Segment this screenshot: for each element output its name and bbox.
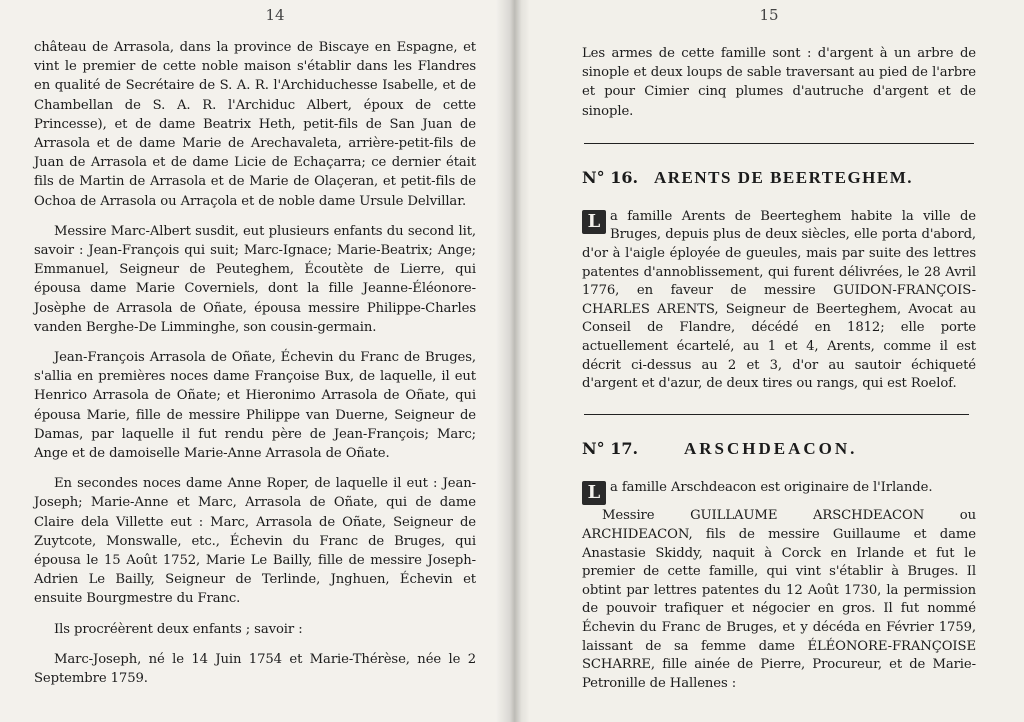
arms-description: Les armes de cette famille sont : d'argent à un arbre de sinople et deux loups de sable traversant au pied de l'arbre et pour Cimier cinq plumes d'autruche d'argent et de sinople. — [582, 46, 976, 119]
paragraph: Messire GUILLAUME ARSCHDEACON ou ARCHIDEACON, fils de messire Guillaume et dame Anastasie Skiddy, naquit à Corck en Irlande et fut le premier de cette famille, qui vint s'établir à Bruges. Il obtint par lettres patentes du 12 Août 1730, la permission de pouvoir trafiquer et négocier en gros. Il fut nommé Échevin du Franc de Bruges, et y décéda en Février 1759, laissant de sa femme dame ÉLÉONORE-FRANÇOISE SCHARRE, fille ainée de Pierre, Procureur, et de Marie-Petronille de Hallenes : — [582, 508, 976, 691]
ornamental-initial: L — [582, 481, 606, 505]
paragraph: Ils procréèrent deux enfants ; savoir : — [54, 621, 303, 637]
paragraph: Marc-Joseph, né le 14 Juin 1754 et Marie-Thérèse, née le 2 Septembre 1759. — [34, 651, 476, 687]
paragraph: En secondes noces dame Anne Roper, de laquelle il eut : Jean-Joseph; Marie-Anne et Marc, Arrasola de Oñate, qui de dame Claire dela Villette eut : Marc, Arrasola de Oñate, Seigneur de Zuytcote, Monswalle, etc., Échevin du Franc de Bruges, qui épousa le 15 Août 1752, Marie Le Bailly, fille de messire Joseph-Adrien Le Bailly, Seigneur de Terlinde, Jnghuen, Échevin et ensuite Bourgmestre du Franc. — [34, 476, 476, 607]
paragraph: Jean-François Arrasola de Oñate, Échevin du Franc de Bruges, s'allia en premières noces dame Françoise Bux, de laquelle, il eut Henrico Arrasola de Oñate; et Hieronimo Arrasola de Oñate, qui épousa Marie, fille de messire Philippe van Duerne, Seigneur de Damas, par laquelle il fut rendu père de Jean-François; Marc; Ange et de damoiselle Marie-Anne Arrasola de Oñate. — [34, 350, 476, 462]
page-number-right: 15 — [759, 6, 779, 24]
entry-family-name: ARSCHDEACON. — [684, 438, 858, 458]
section-divider — [584, 143, 974, 144]
paragraph: a famille Arschdeacon est originaire de l'Irlande. — [610, 479, 933, 495]
page-number-left: 14 — [265, 6, 285, 24]
entry-heading — [582, 439, 976, 459]
entry-number: N° 17. — [582, 438, 639, 458]
section-divider — [584, 414, 969, 415]
paragraph: a famille Arents de Beerteghem habite la ville de Bruges, depuis plus de deux siècles, elle porta d'abord, d'or à l'aigle éployée de gueules, mais par suite des lettres patentes d'annoblissement, qui furent délivrées, le 28 Avril 1776, en faveur de messire GUIDON-FRANÇOIS-CHARLES ARENTS, Seigneur de Beerteghem, Avocat au Conseil de Flandre, décédé en 1812; elle porte actuellement écartelé, au 1 et 4, Arents, comme il est décrit ci-dessus au 2 et 3, d'or au sautoir échiqueté d'argent et d'azur, de deux tires ou rangs, qui est Roelof. — [582, 208, 976, 392]
entry-family-name: ARENTS DE BEERTEGHEM. — [654, 167, 914, 187]
entry-body — [582, 208, 976, 394]
paragraph: château de Arrasola, dans la province de Biscaye en Espagne, et vint le premier de cette noble maison s'établir dans les Flandres en qualité de Secrétaire de S. A. R. l'Archiduchesse Isabelle, et de Chambellan de S. A. R. l'Archiduc Albert, époux de cette Princesse), et de dame Beatrix Heth, petit-fils de San Juan de Arrasola et de dame Marie de Arechavaleta, arrière-petit-fils de Juan de Arrasola et de dame Licie de Echaçarra; ce dernier était fils de Martin de Arrasola et de Marie de Olaçeran, et petit-fils de Ochoa de Arrasola ou Arraçola et de noble dame Ursule Delvillar. — [34, 40, 476, 209]
right-page — [512, 0, 1024, 722]
entry-body — [582, 479, 976, 694]
entry-heading — [582, 168, 976, 188]
entry-number: N° 16. — [582, 167, 639, 187]
ornamental-initial: L — [582, 210, 606, 234]
paragraph: Messire Marc-Albert susdit, eut plusieurs enfants du second lit, savoir : Jean-François qui suit; Marc-Ignace; Marie-Beatrix; Ange; Emmanuel, Seigneur de Peuteghem, Écoutète de Lierre, qui épousa dame Marie Coverniels, dont la fille Jeanne-Éléonore-Josèphe de Arrasola de Oñate, épousa messire Philippe-Charles vanden Berghe-De Limminghe, son cousin-germain. — [34, 223, 476, 335]
